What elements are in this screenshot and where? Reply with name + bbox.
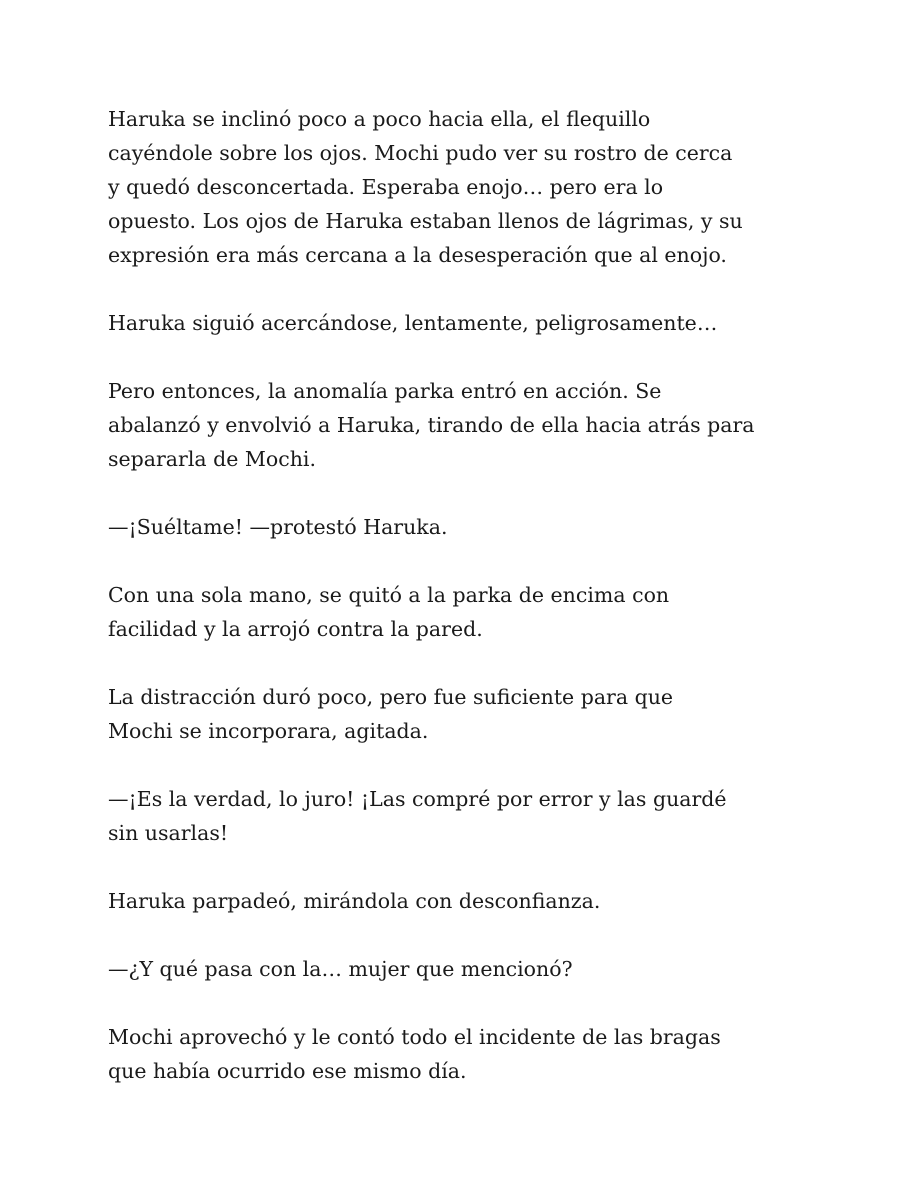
- paragraph: [108, 884, 808, 918]
- text-line: Pero entonces, la anomalía parka entró en acción. Se: [108, 379, 662, 403]
- paragraph: [108, 510, 808, 544]
- text-line: expresión era más cercana a la desesperación que al enojo.: [108, 243, 727, 267]
- paragraph: [108, 952, 808, 986]
- text-line: Haruka parpadeó, mirándola con desconfianza.: [108, 889, 601, 913]
- text-line: —¿Y qué pasa con la… mujer que mencionó?: [108, 957, 573, 981]
- paragraph: [108, 1020, 808, 1088]
- text-line: que había ocurrido ese mismo día.: [108, 1059, 467, 1083]
- text-line: Con una sola mano, se quitó a la parka de encima con: [108, 583, 670, 607]
- text-line: abalanzó y envolvió a Haruka, tirando de ella hacia atrás para: [108, 413, 755, 437]
- text-line: sin usarlas!: [108, 821, 229, 845]
- text-line: Mochi aprovechó y le contó todo el incidente de las bragas: [108, 1025, 721, 1049]
- text-line: opuesto. Los ojos de Haruka estaban llenos de lágrimas, y su: [108, 209, 743, 233]
- document-page: [108, 102, 808, 1122]
- paragraph: [108, 306, 808, 340]
- text-line: Haruka siguió acercándose, lentamente, peligrosamente…: [108, 311, 718, 335]
- text-line: Haruka se inclinó poco a poco hacia ella, el flequillo: [108, 107, 651, 131]
- text-line: facilidad y la arrojó contra la pared.: [108, 617, 483, 641]
- paragraph: [108, 782, 808, 850]
- paragraph: [108, 578, 808, 646]
- text-line: —¡Suéltame! —protestó Haruka.: [108, 515, 448, 539]
- paragraph: [108, 374, 808, 476]
- paragraph: [108, 680, 808, 748]
- text-line: separarla de Mochi.: [108, 447, 316, 471]
- text-line: cayéndole sobre los ojos. Mochi pudo ver su rostro de cerca: [108, 141, 733, 165]
- text-line: —¡Es la verdad, lo juro! ¡Las compré por error y las guardé: [108, 787, 727, 811]
- text-line: Mochi se incorporara, agitada.: [108, 719, 429, 743]
- paragraph: [108, 102, 808, 272]
- text-line: La distracción duró poco, pero fue suficiente para que: [108, 685, 674, 709]
- text-line: y quedó desconcertada. Esperaba enojo… pero era lo: [108, 175, 664, 199]
